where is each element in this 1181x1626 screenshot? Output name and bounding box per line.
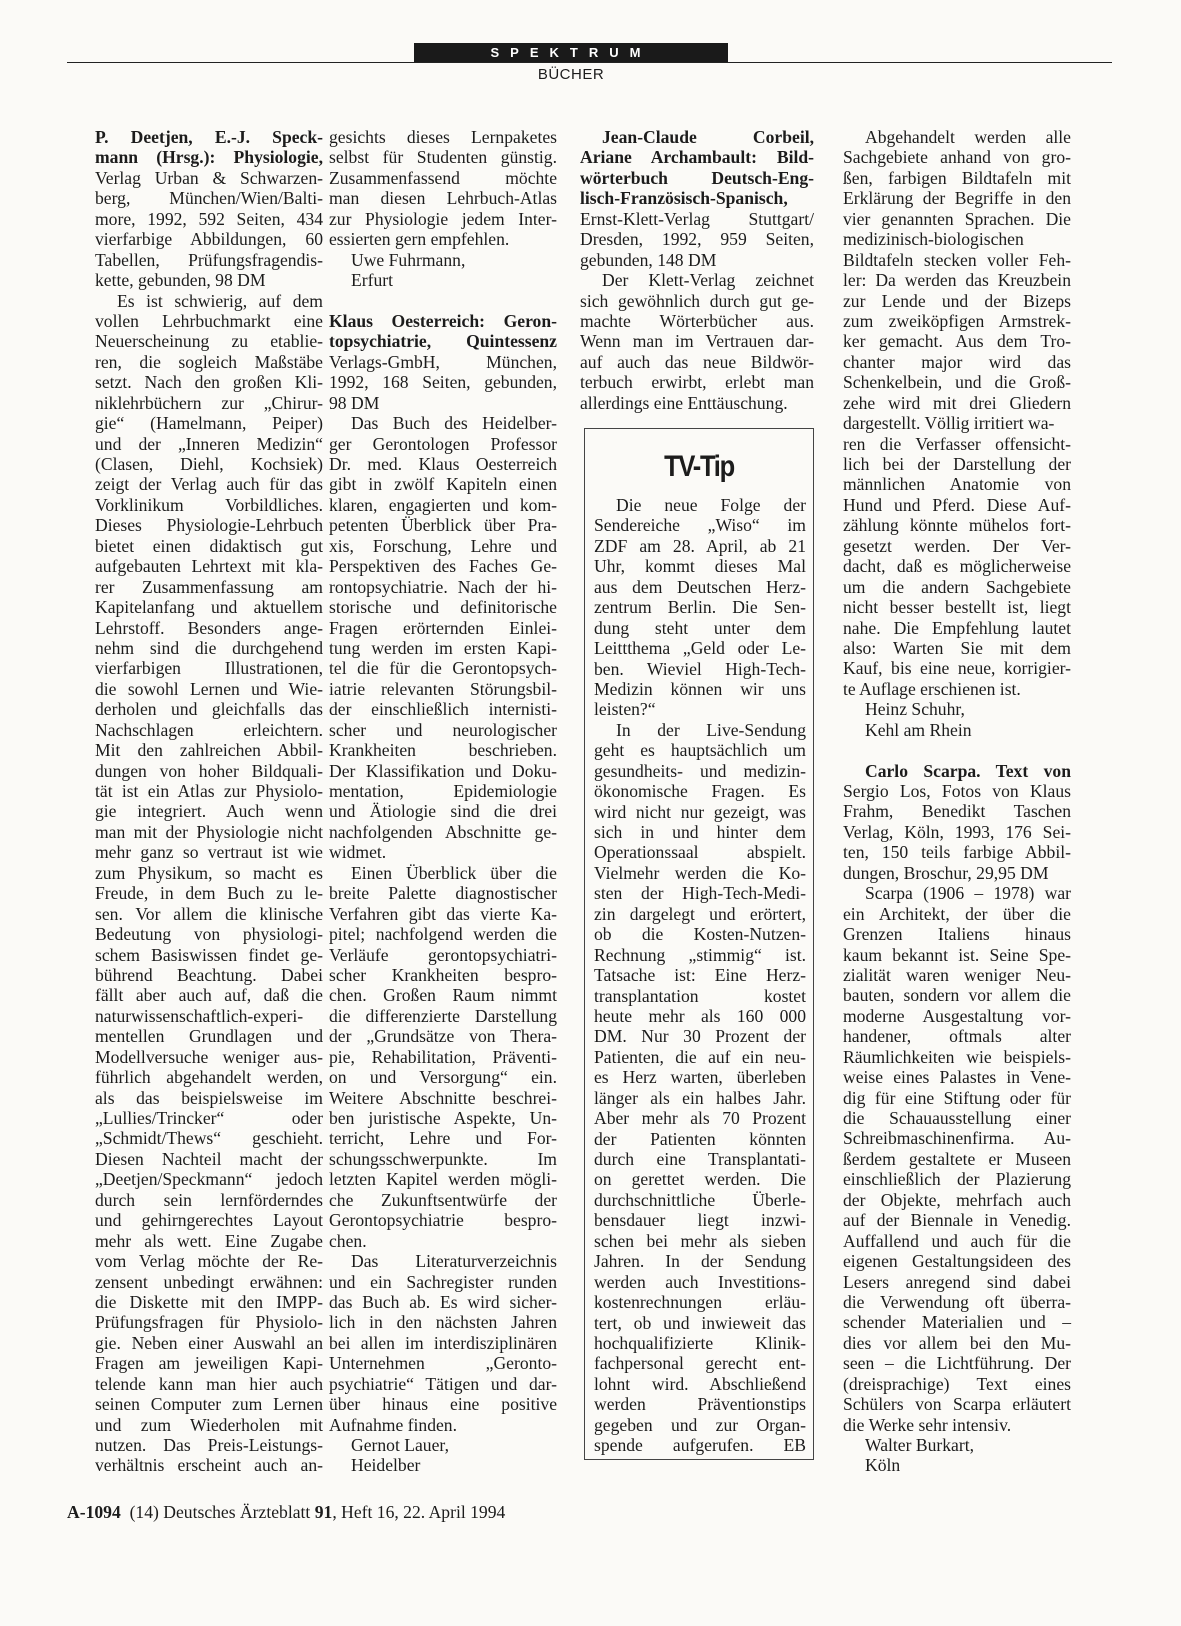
text-line: gegeben und zur Organ- [594, 1414, 806, 1435]
text-line: che Zukunftsentwürfe der [329, 1189, 557, 1210]
text-line: kostenrechnungen erläu- [594, 1292, 806, 1313]
text-line: psychiatrie“ Tätigen und dar- [329, 1373, 557, 1394]
text-line: werden auch Investitions- [594, 1271, 806, 1292]
text-line: Verfahren gibt das vierte Ka- [329, 903, 557, 924]
text-line: Gerontopsychiatrie bespro- [329, 1210, 557, 1231]
text-line: sten der High-Tech-Medi- [594, 883, 806, 904]
text-line: widmet. [329, 842, 387, 863]
text-line: selbst für Studenten günstig. [329, 147, 557, 168]
text-line: schender Materialien und – [843, 1312, 1071, 1333]
text-line: Lehrstoff. Besonders ange- [95, 617, 323, 638]
text-line: bietet einen didaktisch gut [95, 535, 323, 556]
text-line: Zusammenfassend möchte [329, 167, 557, 188]
text-line: sich gewöhnlich durch gut ge- [580, 290, 814, 311]
text-line: nicht besser bestellt ist, liegt [843, 597, 1071, 618]
text-line: Weitere Abschnitte beschrei- [329, 1087, 557, 1108]
text-line: allerdings eine Enttäuschung. [580, 392, 788, 413]
text-line: werden Präventionstips [594, 1394, 806, 1415]
text-line: der Objekte, mehrfach auch [843, 1189, 1071, 1210]
text-line: aus dem Deutschen Herz- [594, 576, 806, 597]
text-line: Tatsache ist: Eine Herz- [594, 965, 806, 986]
text-line: mehr ganz so vertraut ist wie [95, 842, 323, 863]
text-line: Verlag Urban & Schwarzen- [95, 167, 323, 188]
text-line: ren, die sogleich Maßstäbe [95, 351, 323, 372]
text-line: zur Physiologie jedem Inter- [329, 208, 557, 229]
text-line: vom Verlag möchte der Re- [95, 1251, 323, 1272]
text-line: auf der Biennale in Venedig. [843, 1210, 1071, 1231]
text-line: zensent unbedingt erwähnen: [95, 1271, 323, 1292]
text-line: Aber mehr als 70 Prozent [594, 1108, 806, 1129]
text-line: ger Gerontologen Professor [329, 433, 557, 454]
text-line: vierfarbigen Illustrationen, [95, 658, 323, 679]
text-line: durch sein lernförderndes [95, 1189, 323, 1210]
text-line: die differenzierte Darstellung [329, 1005, 557, 1026]
text-line: gie“ (Hamelmann, Peiper) [95, 413, 323, 434]
text-line: die Verwendung oft überra- [843, 1291, 1071, 1312]
text-line: derholen und gleichfalls das [95, 699, 323, 720]
text-line: Verläufe gerontopsychiatri- [329, 944, 557, 965]
text-line: Walter Burkart, [865, 1435, 974, 1455]
text-line: geht es hauptsächlich um [594, 740, 806, 761]
book-citation-line: wörterbuch Deutsch-Eng- [580, 167, 814, 188]
text-line: pitel; nachfolgend werden die [329, 924, 557, 945]
text-line: länger als ein halbes Jahr. [594, 1087, 806, 1108]
text-line: Vorklinikum Vorbildliches. [95, 494, 323, 515]
text-line: Auffallend und auch für die [843, 1230, 1071, 1251]
text-line: sich in und hinter dem [594, 822, 806, 842]
text-line: die sowohl Lernen und Wie- [95, 678, 323, 699]
section-title: SPEKTRUM [414, 43, 728, 63]
text-line: lich in den nächsten Jahren [329, 1312, 557, 1333]
text-line: Sendereiche „Wiso“ im [594, 515, 806, 536]
text-line: Ernst-Klett-Verlag Stuttgart/ [580, 208, 814, 229]
text-line: berg, München/Wien/Balti- [95, 188, 323, 209]
text-line: gie. Neben einer Auswahl an [95, 1332, 323, 1353]
text-line: Schenkelbein, und die Groß- [843, 372, 1071, 393]
text-line: mentation, Epidemiologie [329, 781, 557, 801]
text-line: Köln [865, 1455, 901, 1476]
text-line: das Buch ab. Es wird sicher- [329, 1291, 557, 1312]
text-line: ßen, farbigen Bildtafeln mit [843, 167, 1071, 188]
text-line: fällt aber auch auf, daß die [95, 985, 323, 1006]
text-line: ren die Verfasser offensicht- [843, 433, 1071, 454]
text-line: zur Lende und der Bizeps [843, 290, 1071, 311]
header-rule [67, 62, 1112, 63]
text-line: (Clasen, Diehl, Kochsiek) [95, 454, 323, 474]
text-line: Kauf, bis eine neue, korrigier- [843, 658, 1071, 679]
text-line: spende aufgerufen. EB [594, 1435, 806, 1456]
text-line: gebunden, 148 DM [580, 249, 717, 270]
text-line: machte Wörterbücher aus. [580, 310, 814, 331]
text-line: Erfurt [351, 270, 394, 291]
text-line: nahe. Die Empfehlung lautet [843, 617, 1071, 638]
text-line: Operationssaal abspielt. [594, 842, 806, 863]
text-line: terbuch erwirbt, erlebt man [580, 372, 814, 393]
text-line: Krankheiten beschrieben. [329, 740, 557, 761]
paragraph-gap [329, 291, 557, 311]
text-line: vollen Lehrbuchmarkt eine [95, 310, 323, 331]
text-line: Perspektiven des Faches Ge- [329, 556, 557, 577]
text-line: über hinaus eine positive [329, 1394, 557, 1415]
text-line: Medizin können wir uns [594, 678, 806, 699]
text-line: zialität waren weniger Neu- [843, 964, 1071, 985]
text-line: moderne Ausgestaltung vor- [843, 1005, 1071, 1026]
text-line: seen – die Lichtführung. Der [843, 1353, 1071, 1374]
text-line: kaum bekannt ist. Seine Spe- [843, 944, 1071, 965]
text-line: „Lullies/Trincker“ oder [95, 1108, 323, 1128]
text-line: schem Basiswissen findet ge- [95, 944, 323, 965]
text-line: medizinisch-biologischen [843, 229, 1024, 250]
text-line: essierten gern empfehlen. [329, 229, 510, 250]
text-line: In der Live-Sendung [616, 719, 806, 740]
text-line: mehr als wett. Eine Zugabe [95, 1230, 323, 1251]
journal-name: (14) Deutsches Ärzteblatt [120, 1502, 315, 1522]
column-1 [95, 127, 323, 1476]
text-line: nehm sind die durchgehend [95, 637, 323, 658]
text-line: Dr. med. Klaus Oesterreich [329, 454, 557, 474]
text-line: man diesen Lehrbuch-Atlas [329, 188, 557, 209]
text-line: seinen Computer zum Lernen [95, 1394, 323, 1415]
book-citation-line: lisch-Französisch-Spanisch, [580, 188, 788, 209]
text-line: und Ätiologie sind die drei [329, 801, 557, 822]
text-line: ßerdem gestaltete er Museen [843, 1148, 1071, 1169]
text-line: Frahm, Benedikt Taschen [843, 801, 1071, 822]
text-line: Kapitelanfang und aktuellem [95, 597, 323, 618]
text-line: Nachschlagen erleichtern. [95, 719, 323, 740]
tv-tip-title: TV-Tip [664, 450, 734, 483]
text-line: auf auch das neue Bildwör- [580, 351, 814, 372]
column-4 [843, 127, 1071, 1476]
text-line: nutzen. Das Preis-Leistungs- [95, 1435, 323, 1455]
text-line: Heidelber [351, 1455, 421, 1476]
text-line: der einschließlich internisti- [329, 699, 557, 720]
text-line: durch eine Transplantati- [594, 1149, 806, 1169]
text-line: Einen Überblick über die [351, 862, 557, 883]
text-line: um die andern Sachgebiete [843, 576, 1071, 597]
text-line: aufgebauten Lehrtext mit kla- [95, 556, 323, 577]
text-line: zehe wird mit drei Gliedern [843, 392, 1071, 413]
text-line: Sergio Los, Fotos von Klaus [843, 781, 1071, 801]
text-line: transplantation kostet [594, 985, 806, 1006]
text-line: es Herz warten, überleben [594, 1067, 806, 1088]
text-line: bensdauer liegt inzwi- [594, 1210, 806, 1231]
text-line: breite Palette diagnostischer [329, 883, 557, 904]
text-line: storische und definitorische [329, 597, 557, 618]
page-number: A-1094 [67, 1502, 121, 1522]
text-line: on gerettet werden. Die [594, 1169, 806, 1190]
text-line: Heinz Schuhr, [865, 699, 965, 720]
text-line: Bildtafeln stecken voller Feh- [843, 249, 1071, 270]
text-line: gie integriert. Auch wenn [95, 801, 323, 822]
text-line: Fragen erörternden Einlei- [329, 617, 557, 638]
page-footer [67, 1502, 505, 1523]
text-line: ein Architekt, der über die [843, 903, 1071, 924]
text-line: ZDF am 28. April, ab 21 [594, 535, 806, 556]
text-line: setzt. Nach den großen Kli- [95, 372, 323, 393]
text-line: dargestellt. Völlig irritiert wa- [843, 413, 1055, 434]
text-line: weise eines Palastes in Vene- [843, 1067, 1071, 1088]
text-line: Grenzen Italiens hinaus [843, 924, 1071, 945]
text-line: und gehirngerechtes Layout [95, 1210, 323, 1231]
text-line: Der Klassifikation und Doku- [329, 760, 557, 781]
text-line: die Werke sehr intensiv. [843, 1414, 1012, 1435]
journal-volume: 91 [314, 1502, 333, 1522]
text-line: klaren, engagierten und kom- [329, 494, 557, 515]
book-citation-line: mann (Hrsg.): Physiologie, [95, 147, 323, 168]
text-line: fachpersonal gerecht ent- [594, 1353, 806, 1374]
text-line: more, 1992, 592 Seiten, 434 [95, 208, 323, 229]
text-line: Lesers anregend sind dabei [843, 1271, 1071, 1292]
text-line: Fragen am jeweiligen Kapi- [95, 1353, 323, 1374]
book-citation-line: Carlo Scarpa. Text von [865, 760, 1071, 781]
text-line: Dieses Physiologie-Lehrbuch [95, 515, 323, 536]
text-line: dig für eine Stiftung oder für [843, 1087, 1071, 1108]
text-line: tert, ob und inwieweit das [594, 1312, 806, 1333]
text-line: Hund und Pferd. Diese Auf- [843, 494, 1071, 515]
text-line: also: Warten Sie mit dem [843, 637, 1071, 658]
text-line: Unternehmen „Geronto- [329, 1353, 557, 1374]
text-line: Wenn man im Vertrauen dar- [580, 331, 814, 352]
text-line: und ein Sachregister runden [329, 1271, 557, 1292]
paragraph-gap [843, 740, 1071, 760]
text-line: xis, Forschung, Lehre und [329, 535, 557, 556]
text-line: tung werden im ersten Kapi- [329, 637, 557, 658]
column-3 [580, 127, 814, 413]
text-line: rer Zusammenfassung am [95, 576, 323, 597]
text-line: dies vor allem bei den Mu- [843, 1332, 1071, 1353]
text-line: der „Grundsätze von Thera- [329, 1026, 557, 1047]
text-line: führlich abgehandelt werden, [95, 1067, 323, 1088]
text-line: Uhr, kommt dieses Mal [594, 556, 806, 577]
text-line: der Patienten könnten [594, 1128, 806, 1149]
book-citation-line: Klaus Oesterreich: Geron- [329, 310, 557, 331]
text-line: chen. Großen Raum nimmt [329, 985, 557, 1006]
text-line: dung steht unter dem [594, 617, 806, 638]
text-line: 98 DM [329, 392, 380, 413]
text-line: wird nicht nur gezeigt, was [594, 801, 806, 822]
text-line: sen. Vor allem die klinische [95, 903, 323, 924]
text-line: Schreibmaschinenfirma. Au- [843, 1128, 1071, 1149]
text-line: Uwe Fuhrmann, [351, 249, 466, 270]
text-line: männlichen Anatomie von [843, 474, 1071, 495]
text-line: bührend Beachtung. Dabei [95, 964, 323, 985]
text-line: zin dargelegt und erörtert, [594, 903, 806, 924]
text-line: mentellen Grundlagen und [95, 1026, 323, 1047]
text-line: ben juristische Aspekte, Un- [329, 1108, 557, 1128]
text-line: scher Krankheiten bespro- [329, 964, 557, 985]
text-line: schen bei mehr als sieben [594, 1230, 806, 1251]
text-line: und der „Inneren Medizin“ [95, 433, 323, 454]
text-line: petenten Überblick über Pra- [329, 515, 557, 536]
text-line: tät ist ein Atlas zur Physiolo- [95, 781, 323, 801]
text-line: Sachgebiete anhand von gro- [843, 147, 1071, 168]
text-line: zeigt der Verlag auch für das [95, 474, 323, 495]
journal-issue: , Heft 16, 22. April 1994 [332, 1502, 506, 1522]
text-line: Diesen Nachteil macht der [95, 1148, 323, 1169]
text-line: ker gemacht. Aus dem Tro- [843, 331, 1071, 352]
text-line: Modellversuche weniger aus- [95, 1046, 323, 1067]
text-line: (dreisprachige) Text eines [843, 1373, 1071, 1394]
text-line: Vielmehr werden die Ko- [594, 862, 806, 883]
text-line: ler: Da werden das Kreuzbein [843, 270, 1071, 291]
text-line: Der Klett-Verlag zeichnet [602, 270, 814, 291]
text-line: iatrie relevanten Störungsbil- [329, 678, 557, 699]
text-line: schungsschwerpunkte. Im [329, 1148, 557, 1169]
text-line: Die neue Folge der [616, 495, 806, 515]
text-line: bauten, sondern vor allem die [843, 985, 1071, 1006]
text-line: dungen, Broschur, 29,95 DM [843, 862, 1049, 883]
column-2 [329, 127, 557, 1476]
text-line: Verlag, Köln, 1993, 176 Sei- [843, 821, 1071, 842]
text-line: Patienten, die auf ein neu- [594, 1046, 806, 1067]
text-line: kette, gebunden, 98 DM [95, 270, 266, 291]
text-line: ökonomische Fragen. Es [594, 781, 806, 802]
text-line: Jahren. In der Sendung [594, 1251, 806, 1272]
book-citation-line: P. Deetjen, E.-J. Speck- [95, 127, 323, 147]
text-line: einschließlich der Plazierung [843, 1169, 1071, 1190]
text-line: scher und neurologischer [329, 719, 557, 740]
subsection-title: BÜCHER [537, 66, 605, 83]
text-line: Das Buch des Heidelber- [351, 413, 557, 434]
text-line: vierfarbige Abbildungen, 60 [95, 229, 323, 250]
text-line: lich bei der Darstellung der [843, 454, 1071, 474]
text-line: rontopsychiatrie. Nach der hi- [329, 576, 557, 597]
text-line: dacht, daß es möglicherweise [843, 556, 1071, 577]
text-line: leisten?“ [594, 699, 656, 720]
text-line: bei allen im interdisziplinären [329, 1332, 557, 1353]
text-line: Erklärung der Begriffe in den [843, 188, 1071, 209]
text-line: Verlags-GmbH, München, [329, 351, 557, 372]
text-line: Prüfungsfragen für Physiolo- [95, 1312, 323, 1333]
text-line: Schülers von Scarpa erläutert [843, 1394, 1071, 1415]
text-line: Dresden, 1992, 959 Seiten, [580, 229, 814, 250]
text-line: die Diskette mit den IMPP- [95, 1291, 323, 1312]
book-citation-line: Ariane Archambault: Bild- [580, 147, 814, 168]
text-line: ob die Kosten-Nutzen- [594, 924, 806, 945]
text-line: tel die für die Gerontopsych- [329, 658, 557, 679]
text-line: und zum Wiederholen mit [95, 1414, 323, 1435]
text-line: 1992, 168 Seiten, gebunden, [329, 372, 557, 393]
text-line: Tabellen, Prüfungsfragendis- [95, 249, 323, 270]
text-line: Räumlichkeiten wie beispiels- [843, 1046, 1071, 1067]
text-line: die Schauausstellung einer [843, 1108, 1071, 1128]
tv-tip-text [594, 495, 806, 1456]
text-line: Mit den zahlreichen Abbil- [95, 740, 323, 761]
text-line: Abgehandelt werden alle [865, 127, 1071, 147]
text-line: handener, oftmals alter [843, 1026, 1071, 1047]
text-line: verhältnis erscheint auch an- [95, 1455, 323, 1476]
text-line: letzten Kapitel werden mögli- [329, 1169, 557, 1190]
text-line: pie, Rehabilitation, Präventi- [329, 1046, 557, 1067]
book-citation-line: Jean-Claude Corbeil, [602, 127, 814, 147]
text-line: Aufnahme finden. [329, 1414, 458, 1435]
text-line: Leittthema „Geld oder Le- [594, 638, 806, 659]
text-line: „Deetjen/Speckmann“ jedoch [95, 1169, 323, 1190]
text-line: zum zweiköpfigen Armstrek- [843, 310, 1071, 331]
text-line: Gernot Lauer, [351, 1435, 449, 1455]
text-line: Rechnung „stimmig“ ist. [594, 944, 806, 965]
text-line: gesichts dieses Lernpaketes [329, 127, 557, 147]
text-line: ben. Wieviel High-Tech- [594, 658, 806, 679]
text-line: Bedeutung von physiologi- [95, 924, 323, 945]
text-line: te Auflage erschienen ist. [843, 678, 1021, 699]
text-line: DM. Nur 30 Prozent der [594, 1026, 806, 1047]
text-line: terricht, Lehre und For- [329, 1128, 557, 1149]
text-line: Freude, in dem Buch zu le- [95, 883, 323, 904]
text-line: eigenen Gestaltungsideen des [843, 1251, 1071, 1272]
text-line: als das beispielsweise im [95, 1087, 323, 1108]
text-line: man mit der Physiologie nicht [95, 821, 323, 842]
text-line: durchschnittliche Überle- [594, 1189, 806, 1210]
text-line: zum Physikum, so macht es [95, 862, 323, 883]
text-line: Es ist schwierig, auf dem [117, 290, 323, 311]
text-line: Kehl am Rhein [865, 719, 972, 740]
text-line: zentrum Berlin. Die Sen- [594, 597, 806, 618]
text-line: gesetzt werden. Der Ver- [843, 535, 1071, 556]
text-line: zählung könnte mühelos fort- [843, 515, 1071, 536]
text-line: niklehrbüchern zur „Chirur- [95, 392, 323, 413]
text-line: hochqualifizierte Klinik- [594, 1332, 806, 1353]
text-line: vier genannten Sprachen. Die [843, 208, 1071, 229]
text-line: lohnt wird. Abschließend [594, 1373, 806, 1394]
text-line: ten, 150 teils farbige Abbil- [843, 842, 1071, 863]
text-line: Scarpa (1906 – 1978) war [865, 883, 1071, 904]
text-line: heute mehr als 160 000 [594, 1005, 806, 1026]
text-line: Neuerscheinung zu etablie- [95, 331, 323, 352]
text-line: Das Literaturverzeichnis [351, 1251, 557, 1272]
text-line: chen. [329, 1230, 367, 1251]
text-line: telende kann man hier auch [95, 1373, 323, 1394]
text-line: „Schmidt/Thews“ geschieht. [95, 1128, 323, 1149]
text-line: on und Versorgung“ ein. [329, 1067, 557, 1088]
text-line: nachfolgenden Abschnitte ge- [329, 821, 557, 842]
book-citation-line: topsychiatrie, Quintessenz [329, 331, 557, 352]
text-line: chanter major wird das [843, 351, 1071, 372]
text-line: gesundheits- und medizin- [594, 760, 806, 781]
text-line: gibt in zwölf Kapiteln einen [329, 474, 557, 495]
text-line: naturwissenschaftlich-experi- [95, 1005, 304, 1026]
text-line: dungen von hoher Bildquali- [95, 760, 323, 781]
